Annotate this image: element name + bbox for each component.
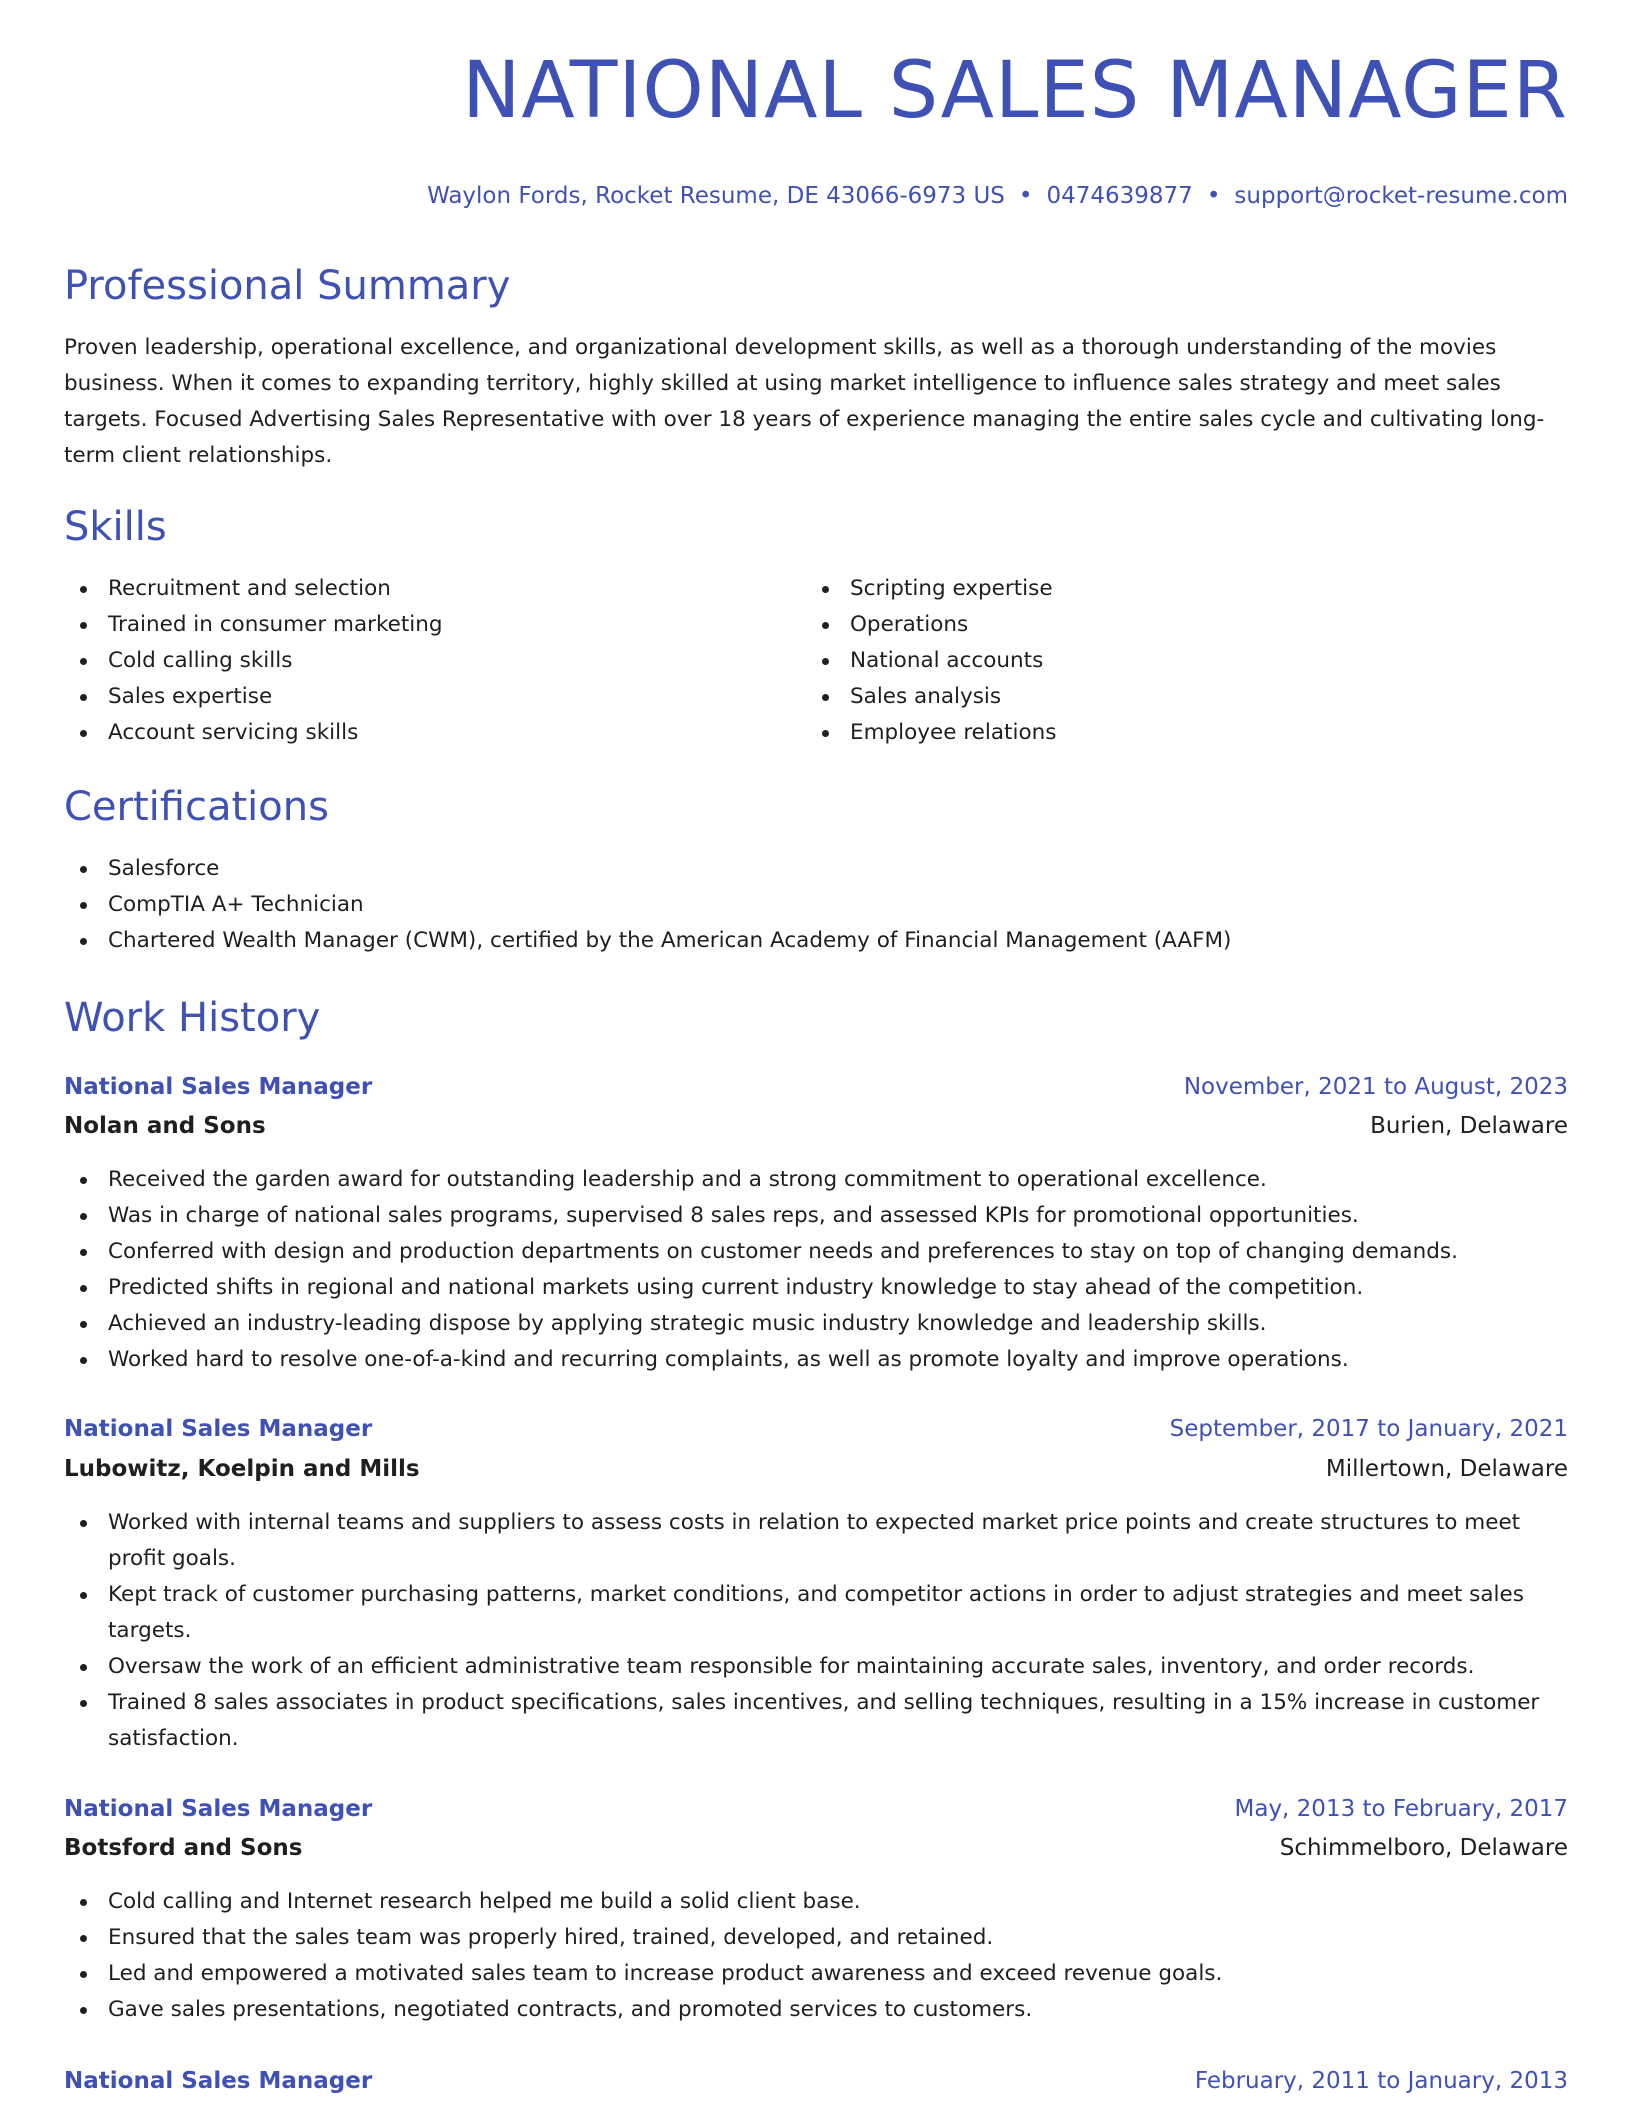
job-subheader [64,1830,1568,1866]
job-header [64,2063,1568,2099]
job-title: National Sales Manager [64,2068,373,2094]
job-dates: February, 2011 to January, 2013 [1194,2068,1568,2094]
job-bullet: Oversaw the work of an efficient administrative team responsible for maintaining accurate sales, inventory, and order records. [64,1649,1568,1685]
contact-separator: • [1206,183,1221,209]
summary-heading: Professional Summary [64,263,511,309]
certification-item: Chartered Wealth Manager (CWM), certified by the American Academy of Financial Management (AAFM) [64,923,1568,959]
job-company: Botsford and Sons [64,1835,303,1861]
skill-item: Trained in consumer marketing [64,607,784,643]
skills-heading: Skills [64,504,167,550]
contact-line [427,183,1568,211]
job-bullet: Was in charge of national sales programs, supervised 8 sales reps, and assessed KPIs for promotional opportunities. [64,1198,1568,1234]
resume-title: NATIONAL SALES MANAGER [462,46,1568,136]
skills-list-left [64,571,784,751]
job-bullet: Led and empowered a motivated sales team to increase product awareness and exceed revenue goals. [64,1956,1568,1992]
contact-email[interactable]: support@rocket-resume.com [1234,183,1568,209]
job-bullets [64,1162,1568,1378]
skill-item: Scripting expertise [806,571,1526,607]
job-bullets [64,1505,1568,1757]
job-company: Lubowitz, Koelpin and Mills [64,1456,420,1482]
certifications-list [64,851,1568,959]
work-history-heading: Work History [64,995,321,1041]
job-bullet: Worked with internal teams and suppliers to assess costs in relation to expected market price points and create structures to meet profit goals. [64,1505,1568,1577]
skill-item: National accounts [806,643,1526,679]
job-bullets [64,1884,1568,2028]
certification-item: CompTIA A+ Technician [64,887,1568,923]
job-location: Schimmelboro, Delaware [1279,1835,1568,1861]
skill-item: Cold calling skills [64,643,784,679]
summary-text: Proven leadership, operational excellence, and organizational development skills, as well as a thorough understanding of the movies business. When it comes to expanding territory, highly skilled at using market intelligence to influence sales strategy and meet sales targets. Focused Advertising Sales Representative with over 18 years of experience managing the entire sales cycle and cultivating long-term client relationships. [64,335,1545,468]
contact-address: Waylon Fords, Rocket Resume, DE 43066-6973 US [427,183,1005,209]
job-bullet: Cold calling and Internet research helped me build a solid client base. [64,1884,1568,1920]
job-dates: September, 2017 to January, 2021 [1169,1416,1568,1442]
job-location: Burien, Delaware [1370,1113,1568,1139]
skills-list-right [806,571,1526,751]
job-bullet: Worked hard to resolve one-of-a-kind and recurring complaints, as well as promote loyalty and improve operations. [64,1342,1568,1378]
job-bullet: Trained 8 sales associates in product specifications, sales incentives, and selling techniques, resulting in a 15% increase in customer satisfaction. [64,1685,1568,1757]
job-dates: November, 2021 to August, 2023 [1183,1074,1568,1100]
job-header [64,1411,1568,1447]
skill-item: Employee relations [806,715,1526,751]
job-bullet: Kept track of customer purchasing patterns, market conditions, and competitor actions in order to adjust strategies and meet sales targets. [64,1577,1568,1649]
job-bullet: Gave sales presentations, negotiated contracts, and promoted services to customers. [64,1992,1568,2028]
job-title: National Sales Manager [64,1074,373,1100]
job-bullet: Achieved an industry-leading dispose by applying strategic music industry knowledge and leadership skills. [64,1306,1568,1342]
job-subheader [64,1451,1568,1487]
skill-item: Sales analysis [806,679,1526,715]
skill-item: Recruitment and selection [64,571,784,607]
job-dates: May, 2013 to February, 2017 [1234,1796,1568,1822]
contact-phone: 0474639877 [1046,183,1193,209]
job-title: National Sales Manager [64,1416,373,1442]
skill-item: Sales expertise [64,679,784,715]
job-bullet: Conferred with design and production departments on customer needs and preferences to stay on top of changing demands. [64,1234,1568,1270]
certification-item: Salesforce [64,851,1568,887]
job-bullet: Predicted shifts in regional and national markets using current industry knowledge to stay ahead of the competition. [64,1270,1568,1306]
job-title: National Sales Manager [64,1796,373,1822]
job-subheader [64,1108,1568,1144]
job-location: Millertown, Delaware [1325,1456,1568,1482]
skill-item: Operations [806,607,1526,643]
job-header [64,1069,1568,1105]
job-bullet: Ensured that the sales team was properly hired, trained, developed, and retained. [64,1920,1568,1956]
job-bullet: Received the garden award for outstanding leadership and a strong commitment to operational excellence. [64,1162,1568,1198]
job-company: Nolan and Sons [64,1113,266,1139]
skill-item: Account servicing skills [64,715,784,751]
contact-separator: • [1018,183,1033,209]
job-header [64,1791,1568,1827]
certifications-heading: Certifications [64,784,329,830]
